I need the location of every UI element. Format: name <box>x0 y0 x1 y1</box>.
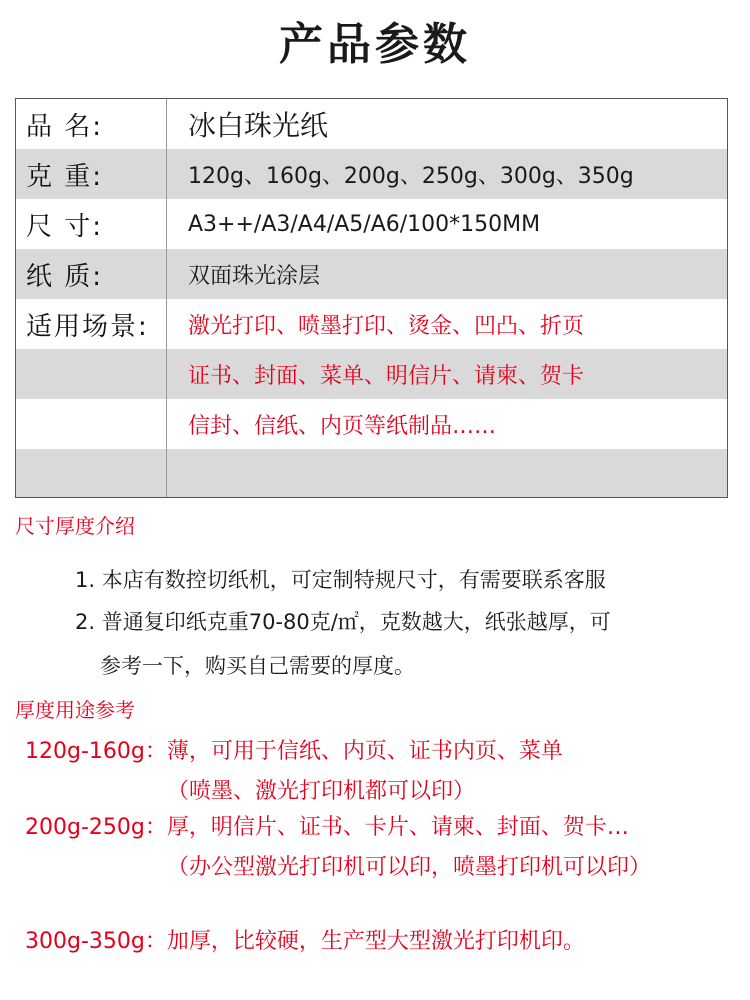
table-row-scenarios-2 <box>16 349 727 399</box>
usage-line-3: 200g-250g：厚，明信片、证书、卡片、请柬、封面、贺卡… <box>25 815 629 840</box>
table-row-scenarios-3 <box>16 399 727 449</box>
row-value: 证书、封面、菜单、明信片、请柬、贺卡 <box>188 363 585 389</box>
usage-line-4: （办公型激光打印机可以印，喷墨打印机可以印） <box>167 855 652 880</box>
row-value: A3++/A3/A4/A5/A6/100*150MM <box>188 211 541 237</box>
thickness-usage-heading: 厚度用途参考 <box>15 698 135 722</box>
table-row-size <box>16 199 727 249</box>
row-value: 激光打印、喷墨打印、烫金、凹凸、折页 <box>188 313 585 339</box>
row-label: 尺 寸: <box>26 211 104 242</box>
table-row-name <box>16 99 727 149</box>
table-row-weight <box>16 149 727 199</box>
row-label: 纸 质: <box>26 261 104 292</box>
size-note-2: 2. 普通复印纸克重70-80克/㎡，克数越大，纸张越厚，可 <box>75 610 611 634</box>
usage-line-5: 300g-350g：加厚，比较硬，生产型大型激光打印机印。 <box>25 929 585 954</box>
size-thickness-heading: 尺寸厚度介绍 <box>15 514 135 538</box>
size-note-3: 参考一下，购买自己需要的厚度。 <box>100 654 415 678</box>
row-label: 克 重: <box>26 161 104 192</box>
table-row-empty <box>16 449 727 497</box>
size-note-1: 1. 本店有数控切纸机，可定制特规尺寸，有需要联系客服 <box>75 568 606 592</box>
column-divider <box>166 99 167 497</box>
usage-line-1: 120g-160g：薄，可用于信纸、内页、证书内页、菜单 <box>25 739 563 764</box>
row-value: 120g、160g、200g、250g、300g、350g <box>188 163 634 189</box>
spec-table <box>15 98 728 498</box>
page-title: 产品参数 <box>279 19 471 70</box>
row-value: 信封、信纸、内页等纸制品…… <box>188 413 497 439</box>
table-row-material <box>16 249 727 299</box>
table-row-scenarios <box>16 299 727 349</box>
usage-line-2: （喷墨、激光打印机都可以印） <box>167 779 476 804</box>
row-label: 适用场景: <box>26 311 149 342</box>
row-value: 双面珠光涂层 <box>188 263 321 289</box>
row-label: 品 名: <box>26 111 104 142</box>
row-value: 冰白珠光纸 <box>188 109 329 142</box>
